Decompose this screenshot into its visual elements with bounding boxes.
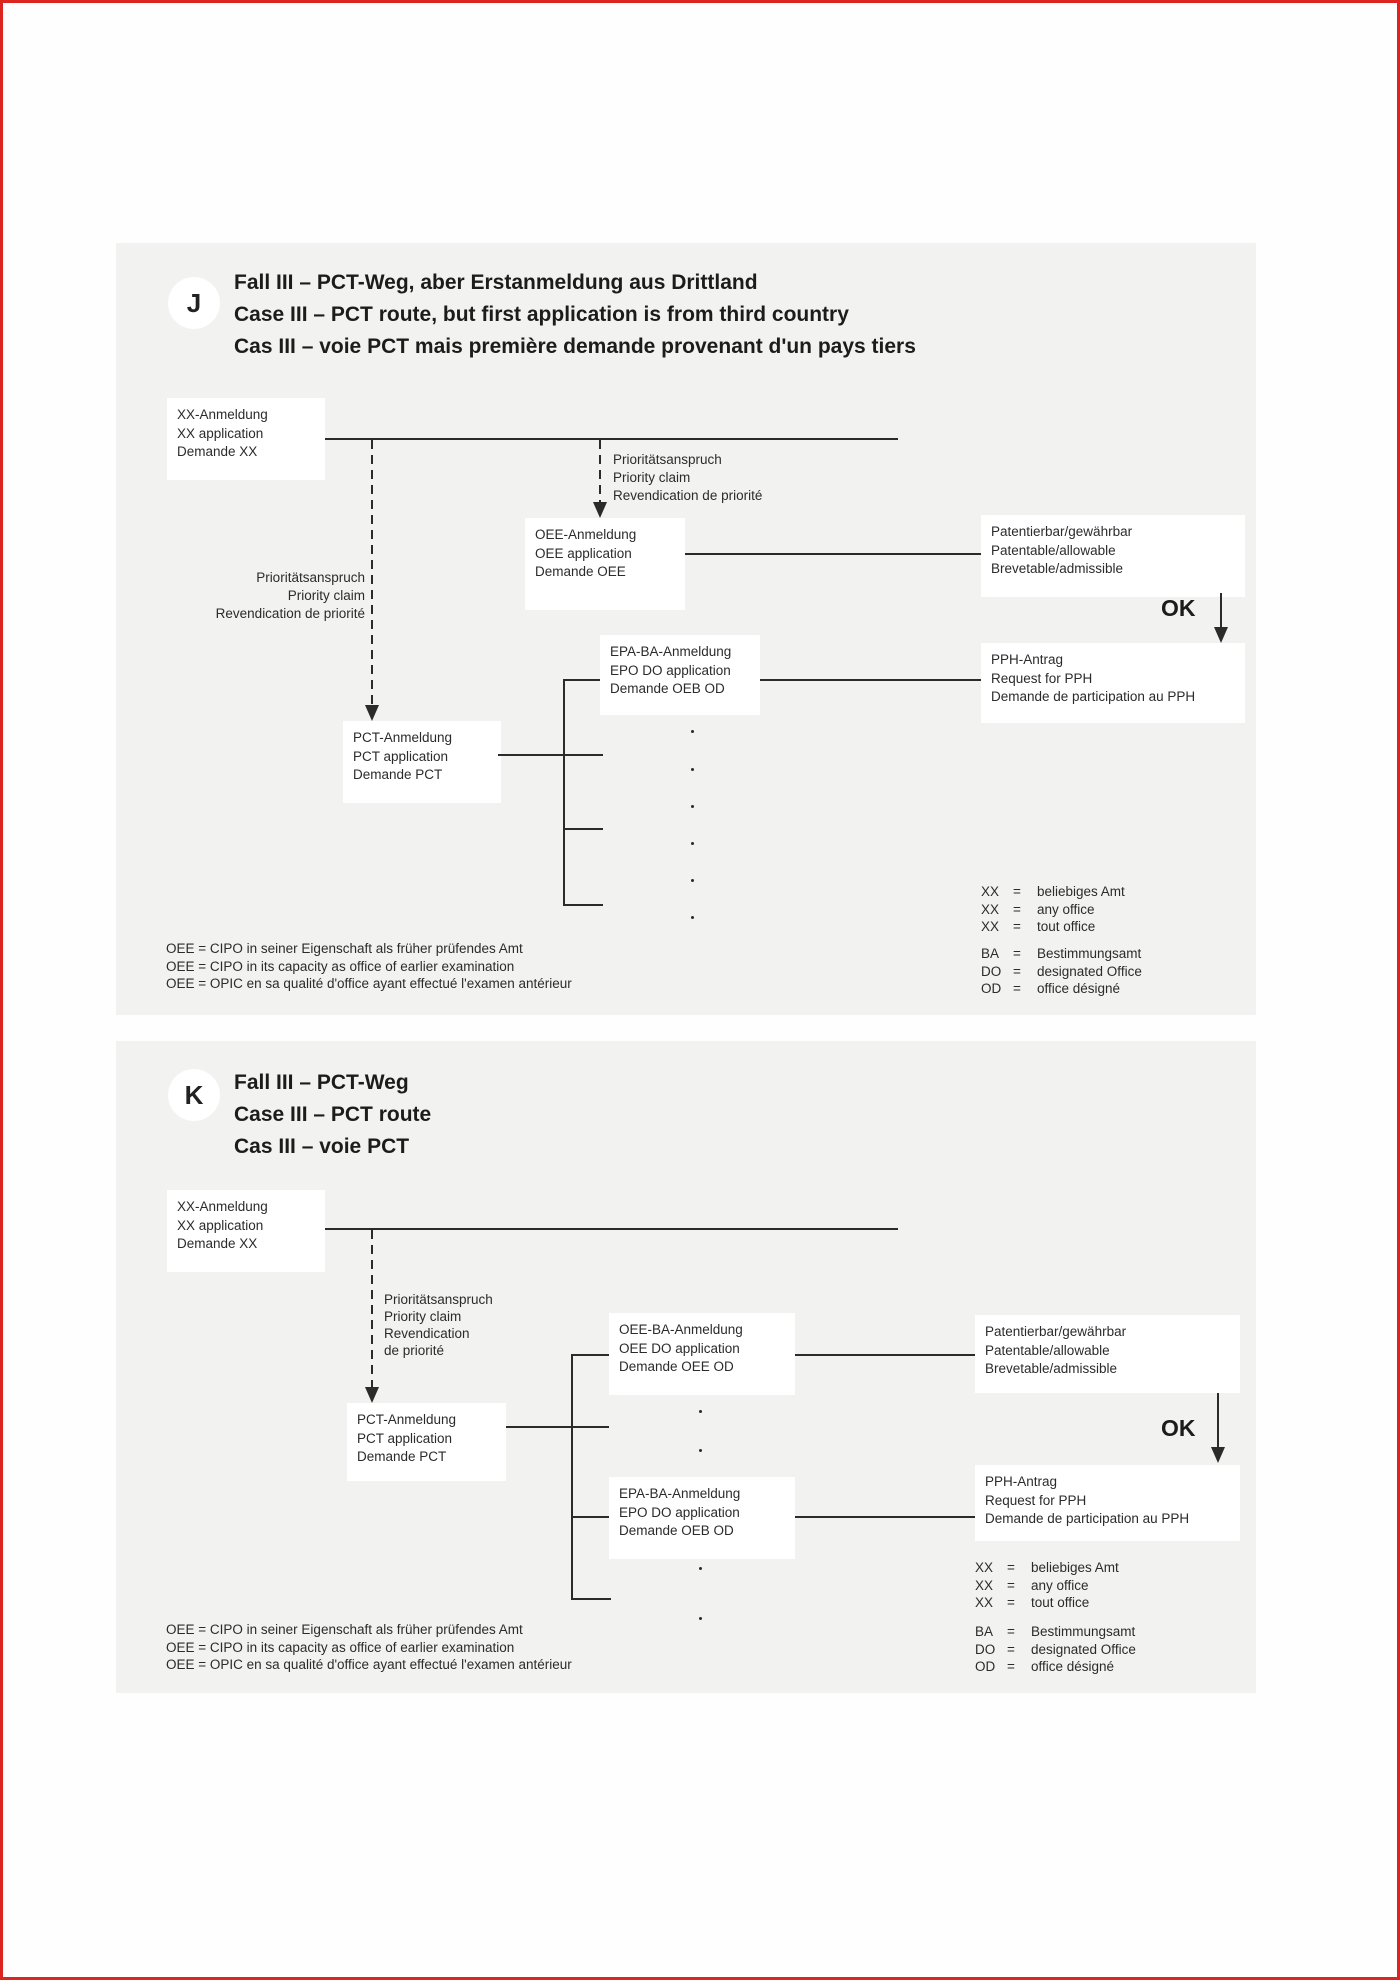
text-line: Demande OEB OD [619, 1523, 734, 1538]
legend-oee-definitions [166, 940, 572, 993]
connector-main-horizontal [325, 1228, 898, 1230]
box-pct-application [347, 1403, 506, 1481]
box-oee-ba-application [609, 1313, 795, 1395]
legend-row [975, 1658, 1136, 1676]
ok-arrow-line [1217, 1393, 1219, 1447]
text-line: OEE = CIPO in its capacity as office of earlier examination [166, 958, 515, 974]
legend-eq: = [1007, 1624, 1015, 1639]
arrow-down-icon [1214, 627, 1228, 643]
legend-row [975, 1559, 1119, 1577]
text-line: PCT application [357, 1430, 453, 1446]
legend-row [981, 901, 1125, 919]
legend-abbr: XX [981, 919, 1000, 934]
text-line: Revendication de priorité [215, 606, 365, 621]
legend-ba-definitions [981, 945, 1142, 998]
panel-k [116, 1041, 1256, 1693]
text-line: Revendication de priorité [613, 488, 763, 503]
text-line: OEE DO application [619, 1340, 740, 1356]
arrow-down-icon [1211, 1447, 1225, 1463]
branch-stub-middle [563, 828, 603, 830]
text-line: Fall III – PCT-Weg, aber Erstanmeldung aus Drittland [234, 271, 758, 294]
text-line: OEE = CIPO in seiner Eigenschaft als früher prüfendes Amt [166, 941, 523, 956]
legend-abbr: OD [981, 981, 1002, 996]
box-epa-ba-application [609, 1477, 795, 1559]
legend-eq: = [1013, 963, 1021, 979]
continuation-dot [699, 1567, 702, 1570]
arrow-down-icon [365, 1387, 379, 1403]
legend-abbr: OD [975, 1659, 996, 1674]
legend-xx-definitions [975, 1559, 1119, 1612]
legend-text: office désigné [1037, 981, 1121, 996]
continuation-dot [691, 916, 694, 919]
legend-text: Bestimmungsamt [1037, 946, 1142, 961]
legend-text: Bestimmungsamt [1031, 1624, 1136, 1639]
text-line: Case III – PCT route, but first application is from third country [234, 303, 849, 326]
connector-pct-to-branch [506, 1426, 609, 1428]
text-line: OEE = CIPO in its capacity as office of earlier examination [166, 1639, 515, 1655]
text-line: Patentierbar/gewährbar [991, 524, 1133, 539]
panel-j-title [234, 267, 916, 363]
text-line: PPH-Antrag [985, 1474, 1058, 1489]
text-line: PCT-Anmeldung [353, 730, 453, 745]
legend-eq: = [1007, 1641, 1015, 1657]
branch-stub-bottom [571, 1598, 611, 1600]
legend-row [981, 980, 1142, 998]
legend-row [975, 1577, 1119, 1595]
legend-abbr: XX [975, 1595, 994, 1610]
continuation-dot [699, 1410, 702, 1413]
text-line: Fall III – PCT-Weg [234, 1071, 409, 1094]
legend-eq: = [1013, 981, 1021, 996]
legend-ba-definitions [975, 1623, 1136, 1676]
connector-pct-to-branch [498, 754, 603, 756]
text-line: Prioritätsanspruch [384, 1292, 493, 1307]
box-oee-application [525, 518, 685, 610]
text-line: EPO DO application [619, 1504, 740, 1520]
connector-oee-to-patentable [795, 1354, 975, 1356]
text-line: Patentable/allowable [991, 542, 1116, 558]
text-line: Demande de participation au PPH [985, 1511, 1190, 1526]
legend-eq: = [1007, 1595, 1015, 1610]
legend-text: designated Office [1037, 963, 1142, 979]
text-line: Prioritätsanspruch [256, 570, 365, 585]
text-line: Priority claim [613, 470, 691, 485]
legend-text: any office [1037, 901, 1095, 917]
branch-stub-top [563, 679, 600, 681]
arrow-down-icon [593, 502, 607, 518]
box-pph-request [975, 1465, 1240, 1541]
continuation-dot [699, 1617, 702, 1620]
text-line: OEE-BA-Anmeldung [619, 1322, 743, 1337]
continuation-dot [699, 1449, 702, 1452]
legend-eq: = [1007, 1577, 1015, 1593]
legend-text: any office [1031, 1577, 1089, 1593]
legend-abbr: BA [981, 946, 1000, 961]
text-line: XX application [177, 425, 264, 441]
continuation-dot [691, 768, 694, 771]
text-line: EPA-BA-Anmeldung [610, 644, 732, 659]
priority-claim-label-mid [613, 451, 762, 505]
legend-text: tout office [1031, 1595, 1090, 1610]
box-pph-request [981, 643, 1245, 723]
ok-label: OK [1161, 1415, 1196, 1441]
text-line: Demande OEB OD [610, 681, 725, 696]
legend-text: designated Office [1031, 1641, 1136, 1657]
text-line: Demande XX [177, 444, 258, 459]
legend-abbr: XX [981, 901, 1000, 917]
continuation-dot [691, 879, 694, 882]
legend-row [981, 918, 1125, 936]
legend-abbr: XX [975, 1577, 994, 1593]
text-line: XX-Anmeldung [177, 407, 268, 422]
box-epa-ba-application [600, 635, 760, 715]
branch-stub-epa [571, 1516, 609, 1518]
text-line: Cas III – voie PCT mais première demande provenant d'un pays tiers [234, 335, 916, 358]
priority-claim-label-left [116, 569, 365, 623]
legend-eq: = [1013, 946, 1021, 961]
text-line: Request for PPH [985, 1492, 1087, 1508]
legend-xx-definitions [981, 883, 1125, 936]
priority-dashed-line [371, 1230, 373, 1387]
text-line: Request for PPH [991, 670, 1093, 686]
legend-abbr: XX [975, 1560, 994, 1575]
legend-oee-definitions [166, 1621, 572, 1674]
text-line: Brevetable/admissible [991, 561, 1124, 576]
text-line: EPA-BA-Anmeldung [619, 1486, 741, 1501]
text-line: Prioritätsanspruch [613, 452, 722, 467]
legend-eq: = [1007, 1560, 1015, 1575]
legend-row [981, 883, 1125, 901]
text-line: de priorité [384, 1343, 445, 1358]
text-line: Demande PCT [353, 767, 443, 782]
legend-text: office désigné [1031, 1659, 1115, 1674]
text-line: OEE-Anmeldung [535, 527, 637, 542]
text-line: OEE = CIPO in seiner Eigenschaft als früher prüfendes Amt [166, 1622, 523, 1637]
legend-eq: = [1013, 901, 1021, 917]
legend-text: beliebiges Amt [1037, 884, 1125, 899]
text-line: OEE = OPIC en sa qualité d'office ayant effectué l'examen antérieur [166, 976, 572, 991]
legend-row [975, 1623, 1136, 1641]
text-line: Priority claim [384, 1309, 462, 1324]
connector-epa-to-pph [760, 679, 981, 681]
box-xx-application [167, 398, 325, 480]
text-line: PPH-Antrag [991, 652, 1064, 667]
legend-row [975, 1641, 1136, 1659]
panel-k-title [234, 1067, 431, 1163]
text-line: XX-Anmeldung [177, 1199, 268, 1214]
text-line: PCT application [353, 748, 449, 764]
text-line: XX application [177, 1217, 264, 1233]
box-xx-application [167, 1190, 325, 1272]
section-badge-k: K [168, 1069, 220, 1121]
text-line: Demande OEE OD [619, 1359, 734, 1374]
text-line: Demande PCT [357, 1449, 447, 1464]
legend-eq: = [1013, 884, 1021, 899]
connector-branch-vertical [571, 1355, 573, 1600]
text-line: OEE = OPIC en sa qualité d'office ayant effectué l'examen antérieur [166, 1657, 572, 1672]
text-line: Cas III – voie PCT [234, 1135, 410, 1158]
legend-text: beliebiges Amt [1031, 1560, 1119, 1575]
text-line: Patentierbar/gewährbar [985, 1324, 1127, 1339]
box-patentable [975, 1315, 1240, 1393]
legend-abbr: DO [975, 1641, 996, 1657]
continuation-dot [691, 730, 694, 733]
legend-text: tout office [1037, 919, 1096, 934]
legend-row [975, 1594, 1119, 1612]
text-line: Demande OEE [535, 564, 626, 579]
priority-claim-label [384, 1291, 493, 1359]
legend-abbr: BA [975, 1624, 994, 1639]
text-line: Case III – PCT route [234, 1103, 432, 1126]
legend-row [981, 963, 1142, 981]
connector-epa-to-pph [795, 1516, 975, 1518]
legend-eq: = [1013, 919, 1021, 934]
connector-branch-vertical [563, 680, 565, 906]
arrow-down-icon [365, 705, 379, 721]
branch-stub-bottom [563, 904, 603, 906]
section-badge-j: J [168, 277, 220, 329]
connector-main-horizontal [325, 438, 898, 440]
connector-oee-to-patentable [685, 553, 981, 555]
text-line: Demande XX [177, 1236, 258, 1251]
continuation-dot [691, 805, 694, 808]
text-line: Patentable/allowable [985, 1342, 1110, 1358]
legend-row [981, 945, 1142, 963]
text-line: OEE application [535, 545, 632, 561]
text-line: PCT-Anmeldung [357, 1412, 457, 1427]
ok-arrow-line [1220, 593, 1222, 627]
text-line: EPO DO application [610, 662, 731, 678]
panel-j [116, 243, 1256, 1015]
continuation-dot [691, 842, 694, 845]
text-line: Revendication [384, 1326, 470, 1341]
priority-dashed-line-mid [599, 440, 601, 502]
box-patentable [981, 515, 1245, 597]
legend-eq: = [1007, 1659, 1015, 1674]
legend-abbr: DO [981, 963, 1002, 979]
box-pct-application [343, 721, 501, 803]
priority-dashed-line-left [371, 440, 373, 705]
legend-abbr: XX [981, 884, 1000, 899]
branch-stub-top [571, 1354, 609, 1356]
ok-label: OK [1161, 595, 1196, 621]
text-line: Priority claim [287, 588, 365, 603]
text-line: Brevetable/admissible [985, 1361, 1118, 1376]
text-line: Demande de participation au PPH [991, 689, 1196, 704]
